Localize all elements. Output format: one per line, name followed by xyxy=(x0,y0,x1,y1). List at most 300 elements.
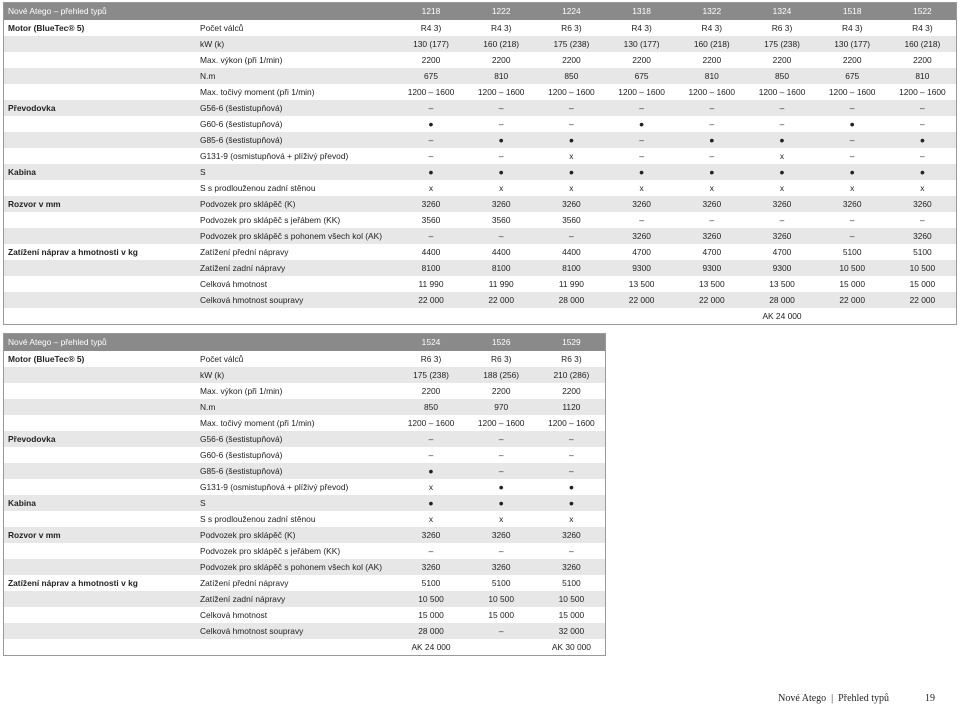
table-row xyxy=(4,52,956,68)
value-cell: x xyxy=(639,183,644,193)
value-cell: – xyxy=(498,434,504,444)
value-cell: 2200 xyxy=(491,55,511,65)
value-cell: 32 000 xyxy=(558,626,585,636)
table-row xyxy=(4,639,605,655)
value-cell: 3560 xyxy=(421,215,441,225)
row-label: N.m xyxy=(200,71,216,81)
value-cell: R6 3) xyxy=(561,354,582,364)
standard-dot-cell: • xyxy=(639,164,645,180)
category-label: Převodovka xyxy=(8,434,56,444)
row-label: Počet válců xyxy=(200,23,244,33)
value-cell: 1200 – 1600 xyxy=(548,418,595,428)
value-cell: x xyxy=(920,183,925,193)
value-cell: 850 xyxy=(564,71,579,81)
value-cell: 810 xyxy=(704,71,719,81)
value-cell: 2200 xyxy=(491,386,511,396)
value-cell: 160 (218) xyxy=(693,39,730,49)
value-cell: 850 xyxy=(424,402,438,412)
standard-dot-cell: • xyxy=(428,116,434,132)
standard-dot-cell: • xyxy=(779,132,785,148)
value-cell: 4400 xyxy=(491,247,511,257)
value-cell: – xyxy=(920,215,925,225)
row-label: Zatížení přední nápravy xyxy=(200,578,289,588)
table-row xyxy=(4,84,956,100)
value-cell: – xyxy=(569,103,574,113)
value-cell: R6 3) xyxy=(490,354,512,364)
value-cell: 8100 xyxy=(491,263,511,273)
value-cell: 2200 xyxy=(842,55,862,65)
standard-dot-cell: • xyxy=(498,164,504,180)
value-cell: 1200 – 1600 xyxy=(407,87,455,97)
value-cell: 22 000 xyxy=(839,295,865,305)
table-title: Nové Atego – přehled typů xyxy=(8,6,107,16)
value-cell: 3260 xyxy=(421,199,441,209)
standard-dot-cell: • xyxy=(568,479,574,495)
value-cell: – xyxy=(920,151,925,161)
value-cell: 3260 xyxy=(491,199,511,209)
value-cell: 9300 xyxy=(702,263,722,273)
value-cell: – xyxy=(428,231,434,241)
table-header-row xyxy=(4,334,605,351)
table-row xyxy=(4,228,956,244)
value-cell: x xyxy=(569,151,574,161)
table-row xyxy=(4,511,605,527)
value-cell: 3560 xyxy=(562,215,581,225)
value-cell: – xyxy=(709,103,715,113)
value-cell: – xyxy=(709,215,715,225)
row-label: Zatížení zadní nápravy xyxy=(200,263,286,273)
model-header: 1526 xyxy=(491,337,511,347)
table-row xyxy=(4,415,605,431)
footer-brand: Nové Atego xyxy=(778,693,827,704)
value-cell: 175 (238) xyxy=(553,39,590,49)
model-header: 1218 xyxy=(421,6,441,16)
value-cell: R4 3) xyxy=(420,23,442,33)
standard-dot-cell: • xyxy=(919,132,925,148)
page-footer xyxy=(778,693,935,704)
table-row xyxy=(4,623,605,639)
value-cell: x xyxy=(709,183,714,193)
value-cell: 13 500 xyxy=(628,279,655,289)
value-cell: 10 500 xyxy=(488,594,514,604)
value-cell: 22 000 xyxy=(628,295,655,305)
value-cell: 210 (286) xyxy=(553,370,590,380)
value-cell: 3260 xyxy=(562,530,581,540)
row-label: Celková hmotnost soupravy xyxy=(200,295,304,305)
value-cell: 3260 xyxy=(421,562,441,572)
value-cell: – xyxy=(639,151,644,161)
category-label: Motor (BlueTec® 5) xyxy=(8,354,85,364)
table-title: Nové Atego – přehled typů xyxy=(8,337,107,347)
value-cell: 28 000 xyxy=(418,626,444,636)
standard-dot-cell: • xyxy=(709,164,715,180)
value-cell: 1120 xyxy=(562,402,581,412)
value-cell: – xyxy=(639,135,644,145)
table-row xyxy=(4,479,605,495)
value-cell: 3260 xyxy=(772,199,792,209)
value-cell: 10 500 xyxy=(839,263,865,273)
table-row xyxy=(4,164,956,180)
standard-dot-cell: • xyxy=(568,495,574,511)
row-label: S xyxy=(200,498,206,508)
value-cell: – xyxy=(498,151,504,161)
table-row xyxy=(4,292,956,308)
value-cell: – xyxy=(569,119,574,129)
value-cell: 2200 xyxy=(772,55,792,65)
table-row xyxy=(4,351,605,367)
category-label: Převodovka xyxy=(8,103,56,113)
table-row xyxy=(4,367,605,383)
value-cell: AK 24 000 xyxy=(762,311,802,321)
table-row xyxy=(4,36,956,52)
row-label: Podvozek pro sklápěč s pohonem všech kol (AK) xyxy=(200,562,383,572)
row-label: Zatížení zadní nápravy xyxy=(200,594,286,604)
value-cell: x xyxy=(499,183,504,193)
table-row xyxy=(4,20,956,36)
value-cell: 15 000 xyxy=(488,610,514,620)
table-row xyxy=(4,383,605,399)
value-cell: – xyxy=(428,135,434,145)
value-cell: x xyxy=(428,183,434,193)
row-label: G60-6 (šestistupňová) xyxy=(200,119,283,129)
value-cell: 5100 xyxy=(842,247,862,257)
value-cell: 1200 – 1600 xyxy=(618,87,665,97)
row-label: G85-6 (šestistupňová) xyxy=(200,135,283,145)
value-cell: 3260 xyxy=(562,562,581,572)
model-header: 1529 xyxy=(562,337,581,347)
category-label: Kabina xyxy=(8,498,36,508)
value-cell: 28 000 xyxy=(558,295,585,305)
table-header-row xyxy=(4,3,956,20)
value-cell: 5100 xyxy=(491,578,511,588)
row-label: Max. výkon (při 1/min) xyxy=(200,55,283,65)
value-cell: – xyxy=(849,215,855,225)
standard-dot-cell: • xyxy=(779,164,785,180)
row-label: Podvozek pro sklápěč s jeřábem (KK) xyxy=(200,215,341,225)
model-header: 1322 xyxy=(702,6,722,16)
value-cell: 3260 xyxy=(702,231,722,241)
model-header: 1222 xyxy=(491,6,511,16)
value-cell: 11 990 xyxy=(558,279,584,289)
value-cell: 160 (218) xyxy=(483,39,520,49)
row-label: kW (k) xyxy=(200,370,225,380)
value-cell: 2200 xyxy=(702,55,722,65)
value-cell: 1200 – 1600 xyxy=(688,87,736,97)
value-cell: 970 xyxy=(494,402,509,412)
table-row xyxy=(4,607,605,623)
value-cell: 15 000 xyxy=(909,279,936,289)
standard-dot-cell: • xyxy=(428,463,434,479)
table-row xyxy=(4,116,956,132)
row-label: G131-9 (osmistupňová + plíživý převod) xyxy=(200,482,349,492)
value-cell: R4 3) xyxy=(912,23,933,33)
value-cell: 2200 xyxy=(632,55,651,65)
value-cell: – xyxy=(779,215,785,225)
value-cell: – xyxy=(920,119,925,129)
table-row xyxy=(4,559,605,575)
table-row xyxy=(4,132,956,148)
table-row xyxy=(4,100,956,116)
value-cell: x xyxy=(569,514,574,524)
value-cell: x xyxy=(779,151,785,161)
value-cell: – xyxy=(569,434,574,444)
value-cell: 28 000 xyxy=(769,295,795,305)
row-label: Podvozek pro sklápěč (K) xyxy=(200,199,296,209)
category-label: Rozvor v mm xyxy=(8,530,61,540)
table-row xyxy=(4,463,605,479)
value-cell: 4400 xyxy=(421,247,441,257)
table-row xyxy=(4,260,956,276)
value-cell: R4 3) xyxy=(631,23,652,33)
value-cell: – xyxy=(428,450,434,460)
value-cell: 4700 xyxy=(702,247,722,257)
value-cell: – xyxy=(849,103,855,113)
value-cell: – xyxy=(569,450,574,460)
value-cell: R4 3) xyxy=(490,23,512,33)
table-row xyxy=(4,180,956,196)
value-cell: 1200 – 1600 xyxy=(548,87,595,97)
value-cell: 1200 – 1600 xyxy=(477,418,525,428)
model-header: 1224 xyxy=(562,6,581,16)
model-header: 1318 xyxy=(632,6,651,16)
value-cell: 130 (177) xyxy=(623,39,660,49)
table-row xyxy=(4,148,956,164)
value-cell: 130 (177) xyxy=(413,39,449,49)
value-cell: 13 500 xyxy=(769,279,795,289)
value-cell: 2200 xyxy=(913,55,932,65)
table-row xyxy=(4,68,956,84)
value-cell: 3260 xyxy=(842,199,862,209)
value-cell: 188 (256) xyxy=(483,370,520,380)
model-header: 1518 xyxy=(842,6,862,16)
type-overview-table-2 xyxy=(3,333,606,656)
value-cell: – xyxy=(498,546,504,556)
standard-dot-cell: • xyxy=(428,495,434,511)
standard-dot-cell: • xyxy=(849,164,855,180)
value-cell: R4 3) xyxy=(841,23,863,33)
value-cell: – xyxy=(779,103,785,113)
model-header: 1522 xyxy=(913,6,932,16)
value-cell: 22 000 xyxy=(488,295,514,305)
value-cell: 22 000 xyxy=(909,295,936,305)
standard-dot-cell: • xyxy=(849,116,855,132)
value-cell: 2200 xyxy=(562,386,581,396)
value-cell: 9300 xyxy=(632,263,651,273)
value-cell: 2200 xyxy=(421,55,441,65)
table-row xyxy=(4,591,605,607)
value-cell: – xyxy=(639,215,644,225)
standard-dot-cell: • xyxy=(428,164,434,180)
value-cell: 3260 xyxy=(491,530,511,540)
row-label: Max. točivý moment (při 1/min) xyxy=(200,87,315,97)
row-label: Zatížení přední nápravy xyxy=(200,247,289,257)
value-cell: – xyxy=(569,466,574,476)
value-cell: – xyxy=(569,546,574,556)
value-cell: 3560 xyxy=(491,215,511,225)
value-cell: 130 (177) xyxy=(834,39,871,49)
row-label: Max. točivý moment (při 1/min) xyxy=(200,418,315,428)
value-cell: x xyxy=(569,183,574,193)
value-cell: 4400 xyxy=(562,247,581,257)
value-cell: AK 24 000 xyxy=(411,642,451,652)
value-cell: – xyxy=(709,119,715,129)
standard-dot-cell: • xyxy=(498,132,504,148)
table-row xyxy=(4,244,956,260)
standard-dot-cell: • xyxy=(498,495,504,511)
row-label: G85-6 (šestistupňová) xyxy=(200,466,283,476)
value-cell: 3260 xyxy=(421,530,441,540)
type-overview-table-1 xyxy=(3,2,957,325)
table-row xyxy=(4,447,605,463)
value-cell: – xyxy=(498,450,504,460)
category-label: Zatížení náprav a hmotnosti v kg xyxy=(8,247,138,257)
value-cell: 1200 – 1600 xyxy=(477,87,525,97)
value-cell: – xyxy=(709,151,715,161)
value-cell: 810 xyxy=(494,71,509,81)
table-row xyxy=(4,527,605,543)
value-cell: R6 3) xyxy=(771,23,793,33)
table-row xyxy=(4,399,605,415)
table-row xyxy=(4,212,956,228)
value-cell: 15 000 xyxy=(558,610,585,620)
footer-separator: | xyxy=(831,693,834,704)
value-cell: 810 xyxy=(915,71,930,81)
category-label: Rozvor v mm xyxy=(8,199,61,209)
value-cell: 22 000 xyxy=(698,295,725,305)
value-cell: – xyxy=(849,231,855,241)
row-label: Max. výkon (při 1/min) xyxy=(200,386,283,396)
row-label: Podvozek pro sklápěč (K) xyxy=(200,530,296,540)
value-cell: 675 xyxy=(845,71,860,81)
value-cell: – xyxy=(639,103,644,113)
value-cell: 15 000 xyxy=(418,610,444,620)
value-cell: – xyxy=(428,434,434,444)
value-cell: – xyxy=(849,151,855,161)
category-label: Kabina xyxy=(8,167,36,177)
value-cell: 8100 xyxy=(562,263,581,273)
value-cell: 5100 xyxy=(562,578,581,588)
row-label: G131-9 (osmistupňová + plíživý převod) xyxy=(200,151,349,161)
table-row xyxy=(4,196,956,212)
value-cell: 850 xyxy=(775,71,789,81)
page-number: 19 xyxy=(925,693,935,704)
standard-dot-cell: • xyxy=(919,164,925,180)
value-cell: x xyxy=(850,183,855,193)
value-cell: R4 3) xyxy=(701,23,723,33)
value-cell: 11 990 xyxy=(418,279,444,289)
row-label: Celková hmotnost xyxy=(200,610,268,620)
value-cell: 2200 xyxy=(562,55,581,65)
value-cell: 175 (238) xyxy=(764,39,800,49)
value-cell: 8100 xyxy=(421,263,441,273)
value-cell: 2200 xyxy=(421,386,441,396)
row-label: G56-6 (šestistupňová) xyxy=(200,103,283,113)
value-cell: x xyxy=(499,514,504,524)
row-label: G60-6 (šestistupňová) xyxy=(200,450,283,460)
value-cell: 3260 xyxy=(562,199,581,209)
row-label: Podvozek pro sklápěč s pohonem všech kol (AK) xyxy=(200,231,383,241)
value-cell: 3260 xyxy=(772,231,792,241)
standard-dot-cell: • xyxy=(568,132,574,148)
value-cell: – xyxy=(849,135,855,145)
row-label: Celková hmotnost xyxy=(200,279,268,289)
value-cell: 3260 xyxy=(632,199,651,209)
value-cell: 1200 – 1600 xyxy=(828,87,876,97)
model-header: 1324 xyxy=(772,6,792,16)
value-cell: 4700 xyxy=(632,247,651,257)
value-cell: 22 000 xyxy=(418,295,444,305)
value-cell: – xyxy=(498,466,504,476)
value-cell: – xyxy=(920,103,925,113)
value-cell: – xyxy=(498,103,504,113)
value-cell: 1200 – 1600 xyxy=(758,87,806,97)
value-cell: – xyxy=(498,119,504,129)
footer-section: Přehled typů xyxy=(838,693,889,704)
standard-dot-cell: • xyxy=(568,164,574,180)
category-label: Motor (BlueTec® 5) xyxy=(8,23,85,33)
value-cell: 175 (238) xyxy=(413,370,449,380)
standard-dot-cell: • xyxy=(498,479,504,495)
value-cell: 3260 xyxy=(491,562,511,572)
value-cell: 3260 xyxy=(632,231,651,241)
value-cell: – xyxy=(498,626,504,636)
value-cell: – xyxy=(428,103,434,113)
value-cell: – xyxy=(779,119,785,129)
value-cell: 15 000 xyxy=(839,279,865,289)
value-cell: – xyxy=(428,546,434,556)
row-label: G56-6 (šestistupňová) xyxy=(200,434,283,444)
table-row xyxy=(4,431,605,447)
value-cell: AK 30 000 xyxy=(551,642,591,652)
value-cell: – xyxy=(428,151,434,161)
value-cell: 10 500 xyxy=(909,263,936,273)
value-cell: 10 500 xyxy=(418,594,444,604)
row-label: S xyxy=(200,167,206,177)
table-row xyxy=(4,495,605,511)
row-label: S s prodlouženou zadní stěnou xyxy=(200,183,316,193)
value-cell: x xyxy=(779,183,785,193)
value-cell: 675 xyxy=(634,71,649,81)
row-label: S s prodlouženou zadní stěnou xyxy=(200,514,316,524)
value-cell: 9300 xyxy=(772,263,792,273)
value-cell: 1200 – 1600 xyxy=(899,87,946,97)
table-row xyxy=(4,543,605,559)
value-cell: 160 (218) xyxy=(904,39,941,49)
value-cell: 13 500 xyxy=(698,279,725,289)
row-label: kW (k) xyxy=(200,39,225,49)
value-cell: R6 3) xyxy=(420,354,442,364)
value-cell: x xyxy=(428,482,434,492)
value-cell: 5100 xyxy=(421,578,441,588)
value-cell: 675 xyxy=(424,71,438,81)
value-cell: R6 3) xyxy=(561,23,582,33)
standard-dot-cell: • xyxy=(709,132,715,148)
value-cell: x xyxy=(428,514,434,524)
value-cell: 3260 xyxy=(913,231,932,241)
category-label: Zatížení náprav a hmotnosti v kg xyxy=(8,578,138,588)
value-cell: 3260 xyxy=(702,199,722,209)
value-cell: – xyxy=(498,231,504,241)
value-cell: 4700 xyxy=(772,247,792,257)
row-label: Podvozek pro sklápěč s jeřábem (KK) xyxy=(200,546,341,556)
value-cell: 11 990 xyxy=(488,279,514,289)
value-cell: 1200 – 1600 xyxy=(407,418,455,428)
table-row xyxy=(4,575,605,591)
value-cell: 10 500 xyxy=(558,594,585,604)
row-label: Celková hmotnost soupravy xyxy=(200,626,304,636)
row-label: N.m xyxy=(200,402,216,412)
row-label: Počet válců xyxy=(200,354,244,364)
